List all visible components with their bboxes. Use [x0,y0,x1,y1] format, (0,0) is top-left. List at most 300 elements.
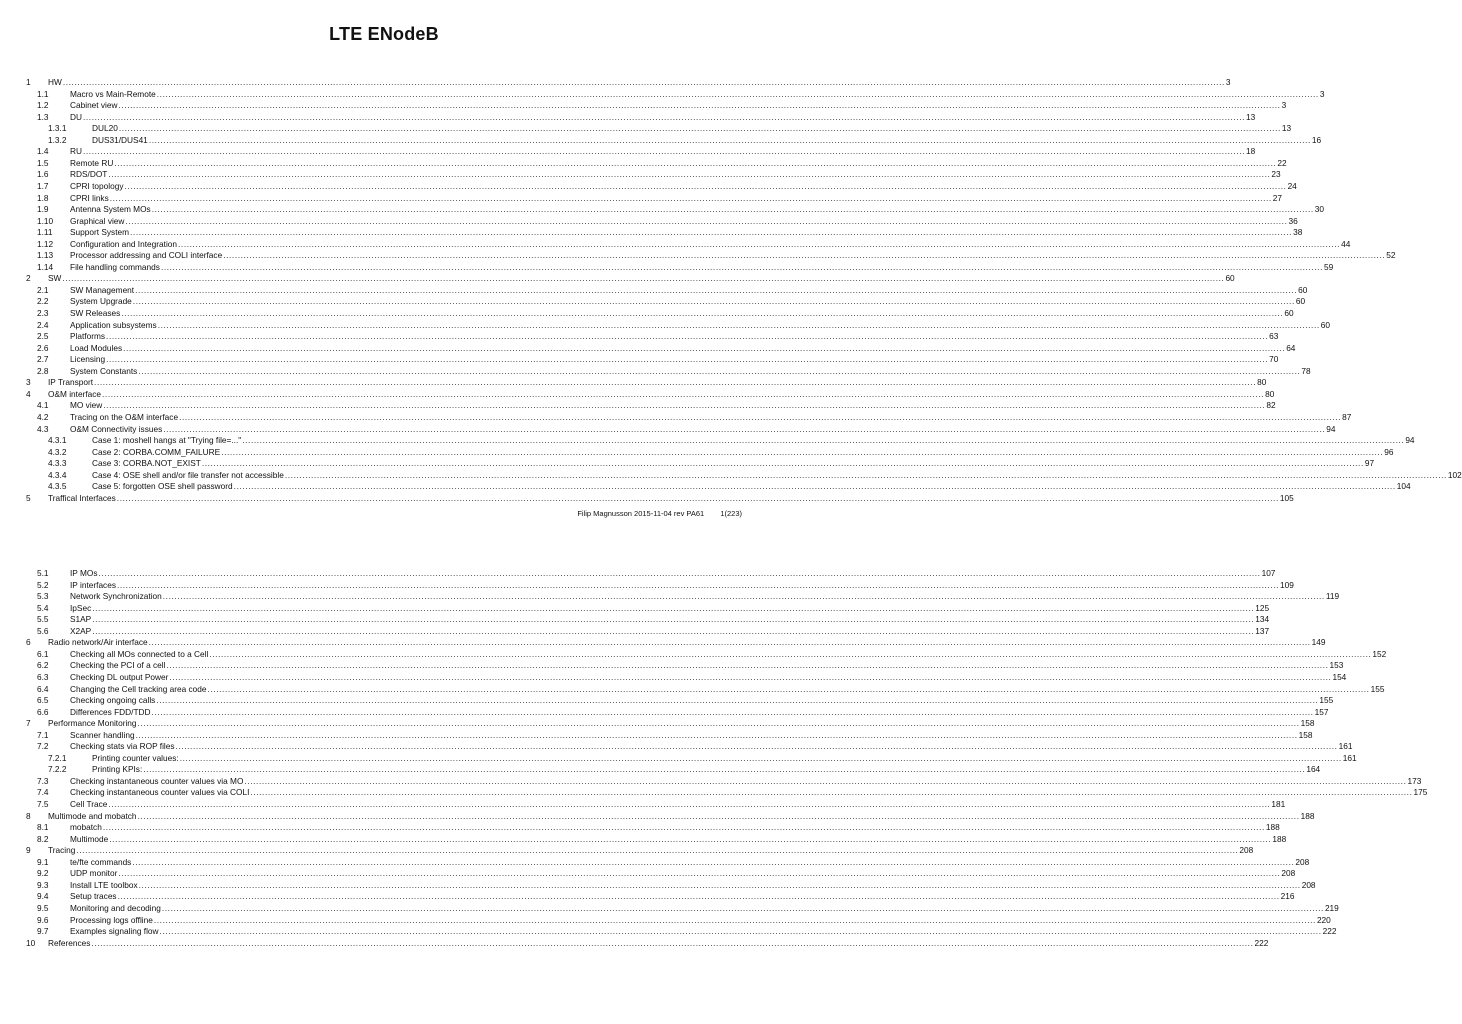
toc-entry-number: 7.2.1 [48,752,67,763]
toc-entry-title: Checking DL output Power [70,671,169,682]
dot-leader: ................................................................................................................................................................................................................................................................................................................................................................................................................ [284,469,1447,480]
dot-leader: ................................................................................................................................................................................................................................................................................................................................................................................................................ [143,764,1306,775]
toc-entry-title: Traffical Interfaces [48,492,116,503]
toc-entry-page-number: 188 [1300,810,1315,821]
toc-entry-title: SW Releases [70,308,121,318]
toc-entry-number: 5.2 [37,579,49,590]
toc-entry-number: 8.1 [37,822,49,833]
dot-leader: ................................................................................................................................................................................................................................................................................................................................................................................................................ [94,377,1257,388]
toc-entry-title: Checking all MOs connected to a Cell [70,648,209,659]
toc-entry-page-number: 188 [1272,833,1287,844]
toc-entry-title: Platforms [70,331,106,342]
toc-entry-number: 7.4 [37,787,49,798]
toc-entry-page-number: 44 [1341,238,1351,249]
dot-leader: ................................................................................................................................................................................................................................................................................................................................................................................................................ [135,729,1298,740]
toc-entry-title: mobatch [70,822,102,833]
dot-leader: ................................................................................................................................................................................................................................................................................................................................................................................................................ [157,319,1320,330]
toc-entry-number: 7 [26,718,31,729]
toc-entry[interactable] [0,342,1296,355]
toc-entry-number: 6.2 [37,660,49,671]
toc-entry[interactable] [0,492,1294,505]
dot-leader: ................................................................................................................................................................................................................................................................................................................................................................................................................ [166,660,1329,671]
toc-entry[interactable] [0,926,1337,938]
toc-entry-title: O&M Connectivity issues [70,423,163,434]
toc-entry-page-number: 216 [1280,891,1295,902]
toc-entry-page-number: 22 [1277,157,1287,168]
dot-leader: ................................................................................................................................................................................................................................................................................................................................................................................................................ [106,354,1269,365]
toc-entry-page-number: 13 [1246,111,1256,122]
toc-entry[interactable] [0,822,1280,834]
toc-entry-page-number: 87 [1342,411,1352,422]
toc-entry-number: 6.4 [37,683,49,694]
dot-leader: ................................................................................................................................................................................................................................................................................................................................................................................................................ [242,435,1405,446]
toc-entry[interactable] [0,683,1385,696]
dot-leader: ................................................................................................................................................................................................................................................................................................................................................................................................................ [223,250,1386,261]
toc-entry-title: Install LTE toolbox [70,879,138,890]
toc-entry[interactable] [0,706,1329,719]
toc-entry-number: 1.5 [37,157,49,168]
dot-leader: ................................................................................................................................................................................................................................................................................................................................................................................................................ [250,787,1413,798]
toc-entry-page-number: 80 [1257,377,1267,388]
dot-leader: ................................................................................................................................................................................................................................................................................................................................................................................................................ [151,706,1314,717]
toc-entry-page-number: 24 [1287,180,1297,191]
toc-entry[interactable] [0,388,1275,401]
toc-entry-title: CPRI topology [70,180,124,191]
toc-entry-page-number: 80 [1265,388,1275,399]
dot-leader: ................................................................................................................................................................................................................................................................................................................................................................................................................ [221,446,1384,457]
toc-entry-page-number: 97 [1364,458,1375,469]
toc-entry-page-number: 155 [1370,683,1385,694]
toc-entry-title: Checking instantaneous counter values via MO [70,775,244,786]
toc-entry[interactable] [0,741,1353,753]
dot-leader: ................................................................................................................................................................................................................................................................................................................................................................................................................ [62,77,1225,87]
toc-entry[interactable] [0,273,1235,285]
toc-entry[interactable] [0,88,1325,101]
toc-entry-title: Case 2: CORBA.COMM_FAILURE [92,446,221,457]
toc-entry[interactable] [0,250,1396,262]
toc-entry[interactable] [0,914,1331,927]
dot-leader: ................................................................................................................................................................................................................................................................................................................................................................................................................ [151,204,1314,215]
toc-entry-page-number: 119 [1325,591,1340,602]
toc-entry[interactable] [0,469,1462,482]
dot-leader: ................................................................................................................................................................................................................................................................................................................................................................................................................ [92,602,1255,613]
toc-entry[interactable] [0,718,1315,730]
toc-entry-page-number: 109 [1280,579,1294,590]
toc-entry[interactable] [0,775,1422,788]
toc-entry-title: Multimode [70,833,109,844]
toc-entry-title: Application subsystems [70,319,157,330]
toc-entry-page-number: 152 [1372,648,1387,659]
toc-entry-title: Radio network/Air interface [48,637,148,648]
toc-entry-number: 9.2 [37,868,49,879]
toc-entry[interactable] [0,868,1296,880]
toc-entry-page-number: 222 [1322,926,1337,937]
toc-entry-number: 7.3 [37,775,49,786]
toc-entry-number: 8 [26,810,31,821]
toc-entry-title: Performance Monitoring [48,718,137,729]
toc-entry-number: 9.3 [37,879,49,890]
toc-entry[interactable] [0,146,1256,158]
toc-entry-page-number: 52 [1386,250,1396,261]
dot-leader: ................................................................................................................................................................................................................................................................................................................................................................................................................ [82,111,1246,122]
toc-entry-number: 9.5 [37,902,49,913]
toc-entry-page-number: 134 [1255,614,1270,625]
toc-entry-title: RDS/DOT [70,169,108,180]
toc-entry[interactable] [0,192,1283,205]
toc-entry[interactable] [0,261,1334,274]
toc-entry-number: 4 [26,388,31,399]
toc-entry-number: 2.2 [37,296,49,307]
toc-entry-page-number: 222 [1254,937,1269,948]
toc-entry[interactable] [0,902,1339,915]
dot-leader: ................................................................................................................................................................................................................................................................................................................................................................................................................ [98,568,1261,578]
toc-entry-title: Load Modules [70,342,123,353]
toc-entry-page-number: 36 [1288,215,1298,226]
dot-leader: ................................................................................................................................................................................................................................................................................................................................................................................................................ [102,388,1265,399]
toc-entry-number: 2.5 [37,331,49,342]
toc-entry-page-number: 125 [1255,602,1270,613]
toc-entry-number: 3 [26,377,31,388]
toc-entry-number: 2.1 [37,284,49,295]
toc-entry[interactable] [0,833,1287,846]
dot-leader: ................................................................................................................................................................................................................................................................................................................................................................................................................ [138,365,1301,376]
toc-entry[interactable] [0,365,1311,378]
toc-entry-page-number: 30 [1314,204,1324,215]
toc-entry[interactable] [0,215,1298,228]
dot-leader: ................................................................................................................................................................................................................................................................................................................................................................................................................ [178,238,1341,249]
toc-entry-page-number: 219 [1324,902,1339,913]
toc-entry[interactable] [0,77,1231,89]
toc-entry[interactable] [0,625,1270,638]
toc-entry[interactable] [0,319,1330,332]
toc-entry[interactable] [0,308,1294,320]
toc-entry-title: Printing counter values: [92,752,179,763]
dot-leader: ................................................................................................................................................................................................................................................................................................................................................................................................................ [109,833,1272,844]
toc-entry[interactable] [0,238,1351,251]
dot-leader: ................................................................................................................................................................................................................................................................................................................................................................................................................ [108,799,1271,809]
toc-entry-number: 1.3 [37,111,49,122]
toc-entry-page-number: 220 [1316,914,1331,925]
toc-entry-number: 5.4 [37,602,49,613]
toc-entry-number: 2 [26,273,31,284]
dot-leader: ................................................................................................................................................................................................................................................................................................................................................................................................................ [135,284,1298,295]
dot-leader: ................................................................................................................................................................................................................................................................................................................................................................................................................ [179,411,1342,422]
toc-entry-title: O&M interface [48,388,102,399]
toc-entry-number: 5.5 [37,614,49,625]
toc-entry-title: Tracing [48,845,76,856]
toc-entry-number: 9.1 [37,856,49,867]
toc-entry-title: Case 1: moshell hangs at "Trying file=..." [92,435,242,446]
toc-entry-page-number: 149 [1311,637,1326,648]
toc-entry-number: 5.1 [37,568,49,578]
toc-entry-page-number: 60 [1320,319,1330,330]
toc-entry-title: References [48,937,91,948]
toc-entry-number: 2.6 [37,342,49,353]
toc-entry-page-number: 208 [1239,845,1254,856]
toc-entry[interactable] [0,123,1292,135]
footer-page-number: 1(223) [720,509,742,518]
toc-entry[interactable] [0,180,1297,193]
toc-entry-number: 7.2 [37,741,49,752]
toc-entry-number: 5.6 [37,625,49,636]
dot-leader: ................................................................................................................................................................................................................................................................................................................................................................................................................ [209,648,1372,659]
dot-leader: ................................................................................................................................................................................................................................................................................................................................................................................................................ [156,88,1319,99]
toc-entry-number: 1.11 [37,227,53,238]
dot-leader: ................................................................................................................................................................................................................................................................................................................................................................................................................ [160,261,1323,272]
dot-leader: ................................................................................................................................................................................................................................................................................................................................................................................................................ [159,926,1322,937]
dot-leader: ................................................................................................................................................................................................................................................................................................................................................................................................................ [124,180,1287,191]
toc-entry-number: 7.1 [37,729,49,740]
toc-entry-number: 4.3.1 [48,435,67,446]
toc-entry-number: 4.3 [37,423,49,434]
toc-entry[interactable] [0,157,1287,170]
toc-entry-number: 5.3 [37,591,49,602]
toc-entry-number: 1.13 [37,250,54,261]
toc-entry-number: 4.2 [37,411,49,422]
toc-entry[interactable] [0,227,1303,239]
dot-leader: ................................................................................................................................................................................................................................................................................................................................................................................................................ [148,637,1311,648]
toc-entry-title: System Constants [70,365,138,376]
toc-entry-number: 6.6 [37,706,49,717]
toc-entry-title: Multimode and mobatch [48,810,137,821]
toc-entry-title: te/fte commands [70,856,132,867]
toc-entry[interactable] [0,377,1267,389]
toc-entry-title: IP MOs [70,568,98,578]
toc-entry-number: 1.3.1 [48,123,67,134]
toc-entry[interactable] [0,354,1279,366]
toc-entry[interactable] [0,204,1324,216]
toc-entry-number: 1.2 [37,100,49,111]
toc-entry-page-number: 23 [1271,169,1281,180]
dot-leader: ................................................................................................................................................................................................................................................................................................................................................................................................................ [123,342,1286,353]
toc-entry-page-number: 155 [1319,695,1334,706]
dot-leader: ................................................................................................................................................................................................................................................................................................................................................................................................................ [175,741,1338,752]
toc-entry-title: System Upgrade [70,296,132,307]
toc-entry-title: Antenna System MOs [70,204,151,215]
toc-entry-number: 9.7 [37,926,49,937]
toc-entry-number: 1.14 [37,261,54,272]
toc-entry[interactable] [0,331,1279,343]
toc-entry-title: Case 4: OSE shell and/or file transfer not accessible [92,469,284,480]
toc-entry[interactable] [0,891,1295,903]
toc-entry-title: Configuration and Integration [70,238,178,249]
dot-leader: ................................................................................................................................................................................................................................................................................................................................................................................................................ [102,822,1265,833]
toc-entry-number: 2.8 [37,365,49,376]
toc-entry[interactable] [0,671,1347,684]
toc-entry-title: Checking the PCI of a cell [70,660,166,671]
toc-entry-page-number: 164 [1306,764,1321,775]
toc-entry[interactable] [0,660,1344,672]
toc-entry-title: DUS31/DUS41 [92,134,148,145]
toc-entry-number: 5 [26,492,31,503]
toc-entry-number: 9.6 [37,914,49,925]
toc-entry[interactable] [0,614,1270,626]
toc-entry-number: 7.2.2 [48,764,67,775]
toc-entry-number: 4.3.2 [48,446,67,457]
toc-entry-title: HW [48,77,62,87]
toc-entry-title: Processing logs offline [70,914,153,925]
toc-entry-page-number: 59 [1324,261,1334,272]
toc-entry-page-number: 18 [1246,146,1256,157]
toc-entry-number: 1.6 [37,169,49,180]
toc-entry[interactable] [0,579,1294,592]
toc-entry-title: Differences FDD/TDD [70,706,151,717]
toc-entry-number: 1.1 [37,88,49,99]
toc-entry[interactable] [0,481,1411,493]
toc-entry[interactable] [0,637,1326,649]
toc-entry-page-number: 161 [1342,752,1357,763]
toc-entry[interactable] [0,787,1428,799]
toc-entry-page-number: 94 [1326,423,1336,434]
toc-entry-page-number: 60 [1298,284,1308,295]
toc-entry-title: Checking instantaneous counter values via COLI [70,787,250,798]
dot-leader: ................................................................................................................................................................................................................................................................................................................................................................................................................ [162,591,1325,602]
toc-entry-title: Support System [70,227,130,238]
dot-leader: ................................................................................................................................................................................................................................................................................................................................................................................................................ [92,625,1255,636]
toc-entry-number: 7.5 [37,799,49,809]
toc-entry[interactable] [0,446,1394,459]
dot-leader: ................................................................................................................................................................................................................................................................................................................................................................................................................ [233,481,1396,492]
toc-entry-page-number: 104 [1396,481,1411,492]
toc-entry-page-number: 137 [1255,625,1270,636]
toc-entry-number: 1.12 [37,238,54,249]
toc-entry-title: Changing the Cell tracking area code [70,683,207,694]
toc-entry-title: Scanner handling [70,729,135,740]
dot-leader: ................................................................................................................................................................................................................................................................................................................................................................................................................ [106,331,1269,342]
toc-entry[interactable] [0,568,1276,580]
toc-entry-number: 6 [26,637,31,648]
toc-entry[interactable] [0,169,1281,181]
dot-leader: ................................................................................................................................................................................................................................................................................................................................................................................................................ [118,123,1281,134]
toc-entry-page-number: 102 [1447,469,1462,480]
toc-entry[interactable] [0,435,1415,447]
toc-entry[interactable] [0,134,1322,147]
toc-entry-title: Tracing on the O&M interface [70,411,179,422]
toc-entry-page-number: 16 [1311,134,1322,145]
dot-leader: ................................................................................................................................................................................................................................................................................................................................................................................................................ [179,752,1342,763]
dot-leader: ................................................................................................................................................................................................................................................................................................................................................................................................................ [114,157,1277,168]
toc-entry[interactable] [0,764,1321,776]
toc-entry[interactable] [0,423,1336,436]
toc-entry-title: SW [48,273,62,284]
toc-entry-title: Processor addressing and COLI interface [70,250,223,261]
toc-entry-title: Printing KPIs: [92,764,143,775]
toc-entry[interactable] [0,879,1316,892]
toc-entry[interactable] [0,810,1315,823]
dot-leader: ................................................................................................................................................................................................................................................................................................................................................................................................................ [118,868,1281,879]
toc-entry-page-number: 96 [1384,446,1394,457]
toc-entry-page-number: 78 [1301,365,1311,376]
toc-entry-page-number: 60 [1225,273,1235,284]
toc-entry-title: File handling commands [70,261,160,272]
toc-entry-page-number: 64 [1286,342,1296,353]
toc-entry[interactable] [0,729,1313,742]
toc-entry[interactable] [0,856,1310,869]
dot-leader: ................................................................................................................................................................................................................................................................................................................................................................................................................ [62,273,1225,284]
toc-entry-number: 8.2 [37,833,49,844]
toc-entry-page-number: 60 [1284,308,1294,318]
dot-leader: ................................................................................................................................................................................................................................................................................................................................................................................................................ [137,810,1300,821]
page-footer [577,509,742,518]
dot-leader: ................................................................................................................................................................................................................................................................................................................................................................................................................ [82,146,1246,157]
dot-leader: ................................................................................................................................................................................................................................................................................................................................................................................................................ [116,492,1279,503]
toc-entry-number: 4.3.5 [48,481,67,492]
toc-entry[interactable] [0,845,1254,857]
toc-entry-title: SW Management [70,284,135,295]
dot-leader: ................................................................................................................................................................................................................................................................................................................................................................................................................ [76,845,1239,856]
toc-entry-number: 9.4 [37,891,49,902]
toc-entry-number: 1.9 [37,204,49,215]
toc-entry-page-number: 94 [1405,435,1415,446]
toc-entry[interactable] [0,799,1286,811]
toc-entry[interactable] [0,695,1334,707]
toc-entry[interactable] [0,111,1256,124]
toc-entry[interactable] [0,602,1270,615]
toc-entry[interactable] [0,284,1308,297]
toc-entry-page-number: 153 [1329,660,1344,671]
toc-entry-page-number: 208 [1295,856,1310,867]
toc-entry-number: 1.8 [37,192,49,203]
toc-entry[interactable] [0,591,1340,603]
toc-entry-page-number: 173 [1407,775,1422,786]
toc-entry[interactable] [0,752,1357,765]
toc-entry[interactable] [0,400,1276,412]
toc-entry-title: Checking stats via ROP files [70,741,175,752]
dot-leader: ................................................................................................................................................................................................................................................................................................................................................................................................................ [161,902,1324,913]
dot-leader: ................................................................................................................................................................................................................................................................................................................................................................................................................ [156,695,1319,706]
toc-entry-title: Case 5: forgotten OSE shell password [92,481,233,492]
toc-entry-page-number: 3 [1281,100,1287,111]
toc-entry-number: 1.10 [37,215,54,226]
toc-entry-page-number: 175 [1413,787,1428,798]
toc-entry-number: 9 [26,845,31,856]
dot-leader: ................................................................................................................................................................................................................................................................................................................................................................................................................ [148,134,1311,145]
toc-entry[interactable] [0,411,1352,424]
toc-entry-number: 1.3.2 [48,134,67,145]
toc-entry-number: 2.4 [37,319,49,330]
toc-entry-title: Examples signaling flow [70,926,159,937]
toc-entry-title: Setup traces [70,891,117,902]
toc-entry-page-number: 188 [1265,822,1280,833]
toc-entry-title: IP Transport [48,377,94,388]
toc-entry[interactable] [0,648,1387,661]
dot-leader: ................................................................................................................................................................................................................................................................................................................................................................................................................ [132,296,1295,307]
toc-entry-number: 10 [26,937,36,948]
toc-entry-number: 6.5 [37,695,49,706]
dot-leader: ................................................................................................................................................................................................................................................................................................................................................................................................................ [118,100,1281,111]
toc-entry-title: Macro vs Main-Remote [70,88,156,99]
toc-entry-number: 6.1 [37,648,49,659]
toc-entry-title: Graphical view [70,215,125,226]
toc-entry[interactable] [0,937,1269,950]
toc-entry[interactable] [0,100,1287,112]
toc-entry-number: 2.3 [37,308,49,318]
toc-entry-page-number: 82 [1266,400,1276,411]
toc-entry-page-number: 38 [1293,227,1303,238]
toc-entry[interactable] [0,296,1306,308]
toc-entry-title: DU [70,111,82,122]
toc-entry-page-number: 158 [1300,718,1315,729]
toc-entry-title: RU [70,146,82,157]
footer-author-date: Filip Magnusson 2015-11-04 rev PA61 [577,509,705,518]
dot-leader: ................................................................................................................................................................................................................................................................................................................................................................................................................ [116,579,1280,590]
toc-entry-page-number: 105 [1279,492,1294,503]
toc-entry[interactable] [0,458,1375,470]
toc-entry-title: Monitoring and decoding [70,902,161,913]
dot-leader: ................................................................................................................................................................................................................................................................................................................................................................................................................ [121,308,1284,318]
toc-entry-page-number: 161 [1338,741,1353,752]
toc-entry-number: 1.4 [37,146,49,157]
